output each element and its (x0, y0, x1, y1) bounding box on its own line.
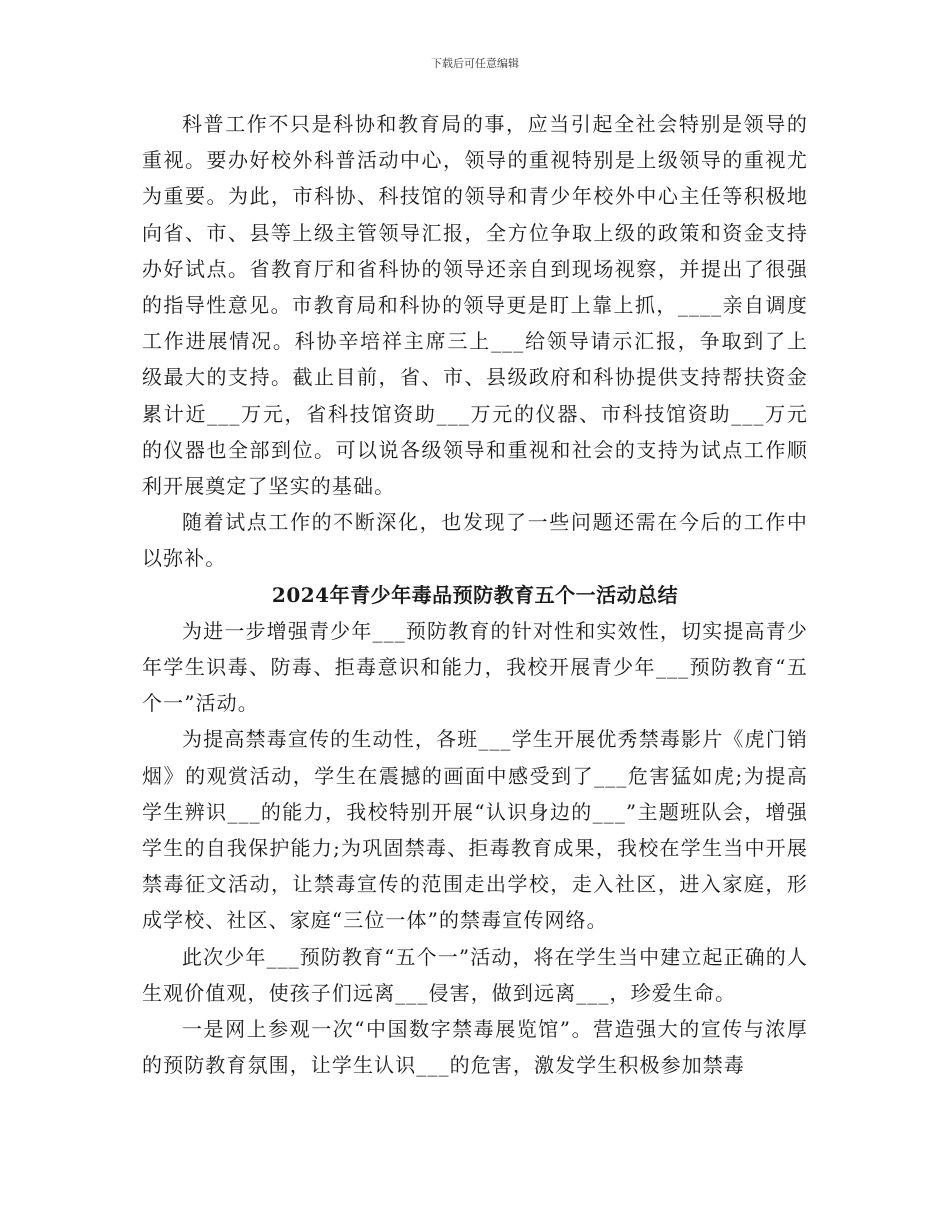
document-body (142, 106, 808, 1083)
paragraph: 随着试点工作的不断深化，也发现了一些问题还需在今后的工作中以弥补。 (142, 510, 808, 571)
page-header-note: 下载后可任意编辑 (431, 57, 519, 70)
paragraph: 科普工作不只是科协和教育局的事，应当引起全社会特别是领导的重视。要办好校外科普活动中心，领导的重视特别是上级领导的重视尤为重要。为此，市科协、科技馆的领导和青少年校外中心主任等积极地向省、市、县等上级主管领导汇报，全方位争取上级的政策和资金支持办好试点。省教育厅和省科协的领导还亲自到现场视察，并提出了很强的指导性意见。市教育局和科协的领导更是盯上靠上抓，____亲自调度工作进展情况。科协辛培祥主席三上___给领导请示汇报，争取到了上级最大的支持。截止目前，省、市、县级政府和科协提供支持帮扶资金累计近___万元，省科技馆资助___万元的仪器、市科技馆资助___万元的仪器也全部到位。可以说各级领导和重视和社会的支持为试点工作顺利开展奠定了坚实的基础。 (142, 112, 808, 499)
paragraph: 此次少年___预防教育“五个一”活动，将在学生当中建立起正确的人生观价值观，使孩子们远离___侵害，做到远离___，珍爱生命。 (142, 944, 808, 1005)
paragraph: 为进一步增强青少年___预防教育的针对性和实效性，切实提高青少年学生识毒、防毒、拒毒意识和能力，我校开展青少年___预防教育“五个一”活动。 (142, 618, 808, 716)
section-title: 2024年青少年毒品预防教育五个一活动总结 (271, 582, 679, 607)
paragraph: 一是网上参观一次“中国数字禁毒展览馆”。营造强大的宣传与浓厚的预防教育氛围，让学生认识___的危害，激发学生积极参加禁毒 (142, 1017, 808, 1078)
paragraph: 为提高禁毒宣传的生动性，各班___学生开展优秀禁毒影片《虎门销烟》的观赏活动，学生在震撼的画面中感受到了___危害猛如虎;为提高学生辨识___的能力，我校特别开展“认识身边的___”主题班队会，增强学生的自我保护能力;为巩固禁毒、拒毒教育成果，我校在学生当中开展禁毒征文活动，让禁毒宣传的范围走出学校，走入社区，进入家庭，形成学校、社区、家庭“三位一体”的禁毒宣传网络。 (142, 727, 808, 933)
